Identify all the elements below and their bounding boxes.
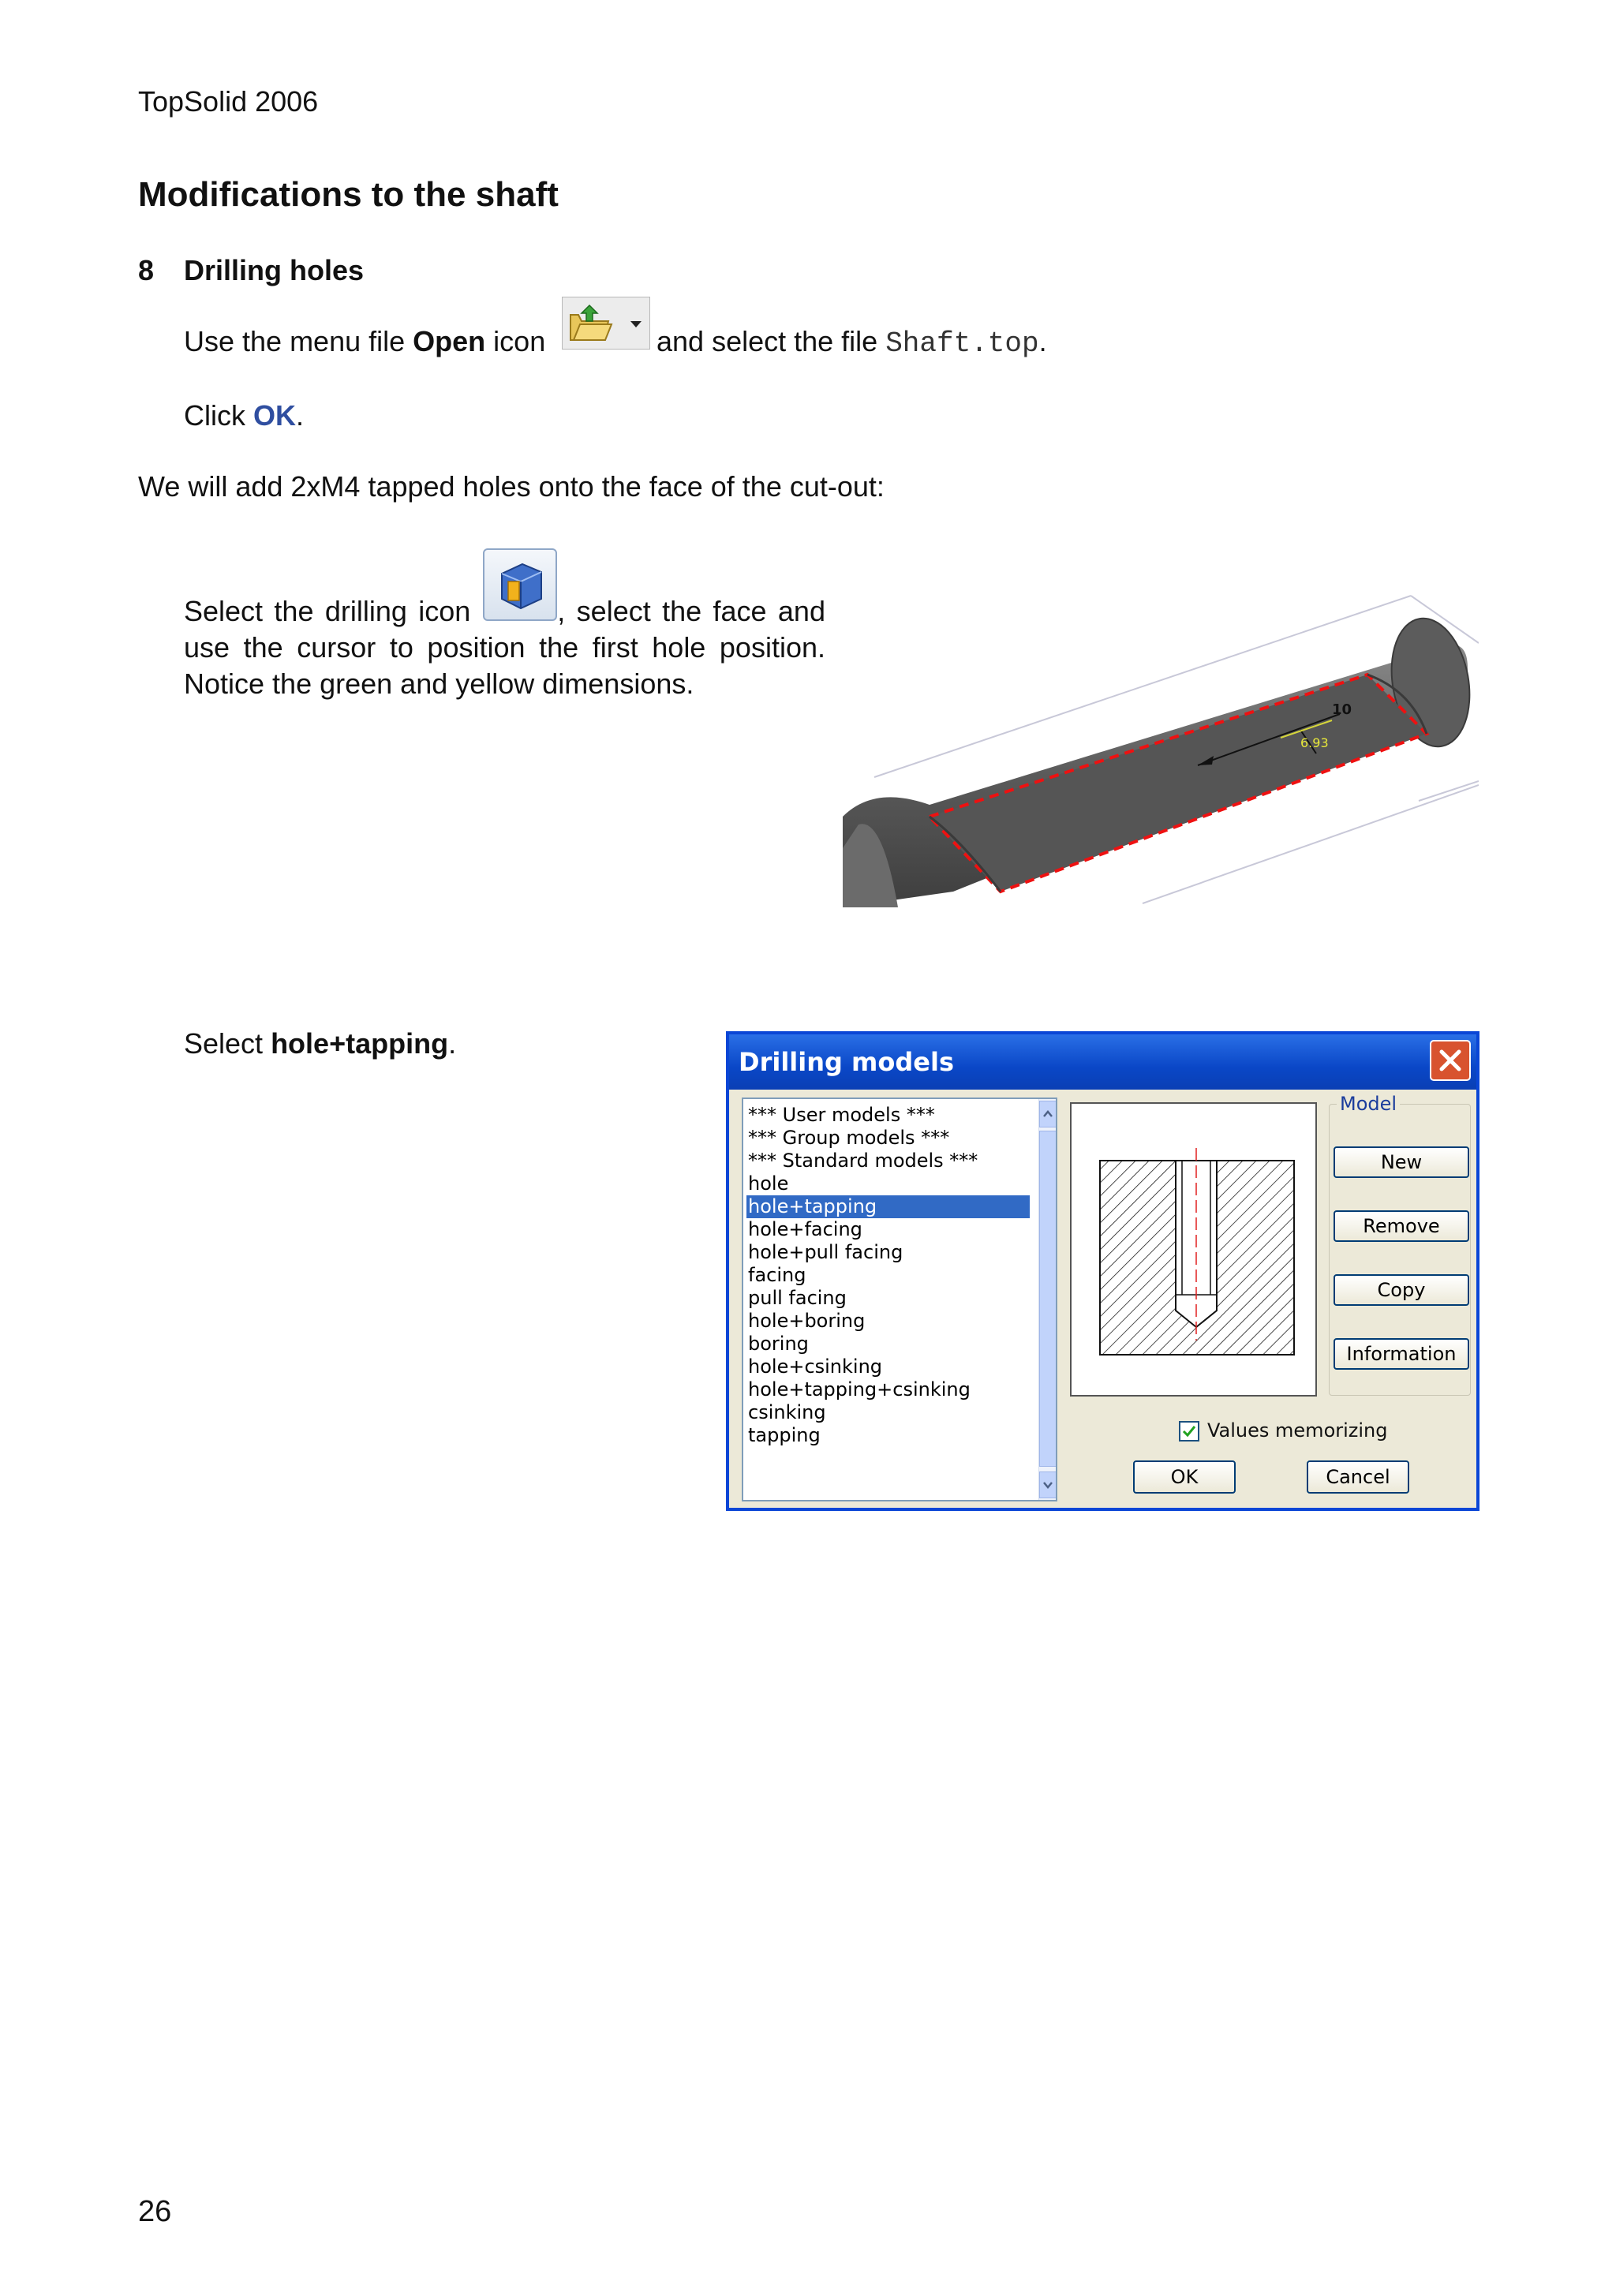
remove-button[interactable]: Remove	[1334, 1210, 1469, 1242]
file-name: Shaft.top	[885, 327, 1039, 360]
new-button[interactable]: New	[1334, 1146, 1469, 1178]
list-scrollbar[interactable]	[1038, 1099, 1057, 1500]
page-number: 26	[138, 2195, 172, 2228]
shaft-figure	[843, 588, 1479, 907]
open-instruction-text: Use the menu file	[184, 325, 413, 357]
open-instruction-post: and select the file	[656, 325, 886, 357]
list-item[interactable]: hole	[748, 1172, 789, 1195]
list-item[interactable]: hole+csinking	[748, 1356, 883, 1378]
list-item[interactable]: boring	[748, 1333, 809, 1355]
list-item[interactable]: csinking	[748, 1401, 826, 1423]
ok-keyword: OK	[253, 399, 296, 432]
scroll-up-button[interactable]	[1039, 1101, 1057, 1127]
list-item[interactable]: pull facing	[748, 1287, 847, 1309]
scroll-thumb[interactable]	[1039, 1131, 1057, 1467]
model-group-label: Model	[1337, 1093, 1400, 1115]
values-memorizing-checkbox[interactable]	[1179, 1421, 1199, 1442]
list-item[interactable]: tapping	[748, 1424, 821, 1446]
copy-button[interactable]: Copy	[1334, 1274, 1469, 1306]
list-item[interactable]: *** Group models ***	[748, 1127, 950, 1149]
list-item-selected[interactable]: hole+tapping	[746, 1195, 1030, 1218]
click-ok-instruction	[184, 398, 304, 434]
drilling-icon	[483, 548, 557, 621]
list-item[interactable]: hole+facing	[748, 1218, 862, 1240]
information-button[interactable]: Information	[1334, 1338, 1469, 1370]
close-button[interactable]	[1430, 1040, 1471, 1081]
select-text: Select	[184, 1027, 271, 1060]
intro-paragraph: We will add 2xM4 tapped holes onto the face of the cut-out:	[138, 470, 885, 503]
open-instruction-tail	[656, 323, 1047, 362]
select-keyword: hole+tapping	[271, 1027, 449, 1060]
step-number: 8	[138, 254, 155, 286]
list-item[interactable]: hole+pull facing	[748, 1241, 903, 1263]
dialog-titlebar[interactable]	[729, 1034, 1476, 1090]
chevron-down-icon	[1040, 1472, 1056, 1498]
models-list[interactable]	[742, 1098, 1057, 1501]
dialog-title: Drilling models	[739, 1047, 954, 1077]
list-item[interactable]: facing	[748, 1264, 806, 1286]
list-item[interactable]: hole+boring	[748, 1310, 866, 1332]
list-item[interactable]: *** User models ***	[748, 1104, 935, 1126]
click-text: Click	[184, 399, 253, 432]
chevron-up-icon	[1040, 1101, 1056, 1127]
hole-section-drawing	[1072, 1104, 1315, 1395]
step-title: Drilling holes	[184, 254, 365, 286]
click-end: .	[296, 399, 305, 432]
values-memorizing-label: Values memorizing	[1207, 1419, 1388, 1442]
cancel-button[interactable]: Cancel	[1307, 1460, 1409, 1494]
open-keyword: Open	[413, 325, 486, 357]
drilling-line-2: use the cursor to position the first hole position.	[184, 631, 825, 664]
drilling-line-3: Notice the green and yellow dimensions.	[184, 667, 694, 700]
ok-button[interactable]: OK	[1133, 1460, 1236, 1494]
close-icon	[1431, 1041, 1469, 1079]
open-folder-icon	[562, 297, 650, 350]
drilling-line-1-pre: Select the drilling icon	[184, 595, 471, 627]
model-preview	[1070, 1102, 1317, 1397]
open-instruction	[184, 323, 545, 360]
drilling-line-1-post: , select the face and	[557, 595, 825, 627]
dimension-black: 10	[1332, 701, 1352, 718]
list-item[interactable]: hole+tapping+csinking	[748, 1378, 971, 1400]
select-end: .	[448, 1027, 457, 1060]
section-title: Modifications to the shaft	[138, 175, 559, 214]
scroll-down-button[interactable]	[1039, 1471, 1057, 1498]
open-instruction-end: .	[1038, 325, 1047, 357]
select-instruction	[184, 1026, 456, 1062]
checkmark-icon	[1180, 1423, 1198, 1440]
running-header: TopSolid 2006	[138, 85, 319, 118]
list-item[interactable]: *** Standard models ***	[748, 1150, 978, 1172]
open-instruction-mid: icon	[485, 325, 546, 357]
dimension-yellow: 6.93	[1300, 735, 1329, 750]
drilling-models-dialog	[726, 1031, 1479, 1511]
